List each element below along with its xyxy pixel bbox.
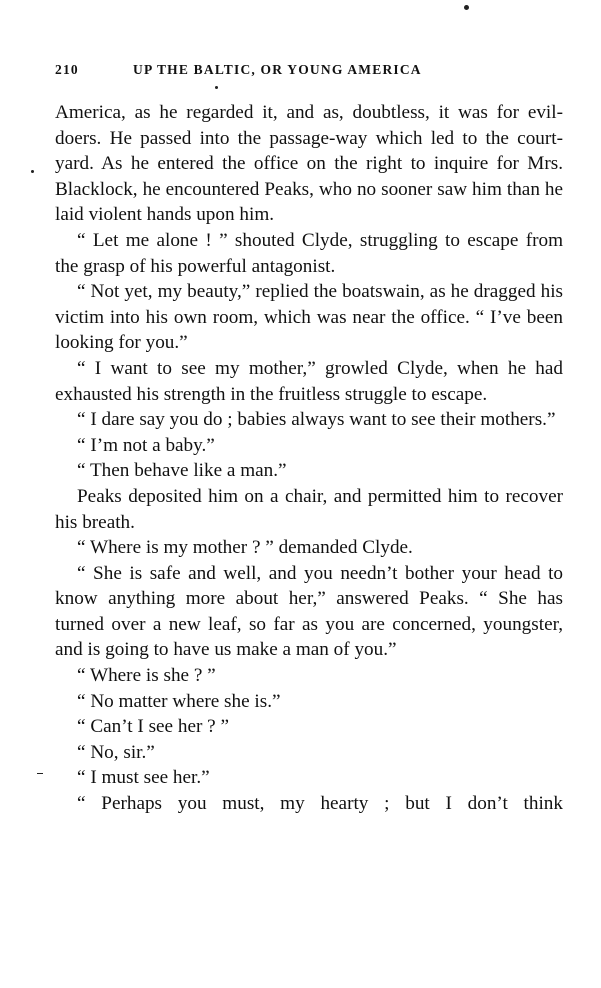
body-text — [55, 100, 563, 817]
paragraph: “ Where is she ? ” — [77, 665, 216, 687]
paragraph: “ I’m not a baby.” — [77, 434, 215, 456]
paragraph: “ She is safe and well, and you needn’t bother your head to know anything more about her,” answered Peaks. “ She has turned over a new leaf, so far as you are concerned, youngster, and is going to have us make a man of you.” — [55, 562, 563, 661]
ink-speck — [37, 773, 43, 774]
paragraph: “ Perhaps you must, my hearty ; but I don’t think — [77, 793, 563, 815]
running-title: UP THE BALTIC, OR YOUNG AMERICA — [133, 62, 422, 77]
paragraph: “ I must see her.” — [77, 767, 210, 789]
paragraph: “ Let me alone ! ” shouted Clyde, struggling to escape from the grasp of his powerful antagonist. — [55, 229, 563, 277]
paragraph: “ Can’t I see her ? ” — [77, 716, 230, 738]
paragraph: “ No matter where she is.” — [77, 690, 281, 712]
ink-speck — [31, 170, 34, 173]
paragraph: “ Then behave like a man.” — [77, 460, 287, 482]
ink-speck — [215, 86, 218, 89]
ink-speck — [464, 5, 469, 10]
paragraph: America, as he regarded it, and as, doubtless, it was for evil-doers. He passed into the passage-way which led to the court-yard. As he entered the office on the right to inquire for Mrs. Blacklock, he encountered Peaks, who no sooner saw him than he laid violent hands upon him. — [55, 102, 563, 226]
paragraph: “ I want to see my mother,” growled Clyde, when he had exhausted his strength in the fruitless struggle to escape. — [55, 357, 563, 405]
paragraph: “ Not yet, my beauty,” replied the boatswain, as he dragged his victim into his own room, which was near the office. “ I’ve been looking for you.” — [55, 281, 563, 354]
paragraph: “ No, sir.” — [77, 741, 155, 763]
paragraph: “ Where is my mother ? ” demanded Clyde. — [77, 537, 413, 559]
page-number: 210 — [55, 62, 79, 77]
paragraph: “ I dare say you do ; babies always want to see their mothers.” — [77, 409, 556, 431]
paragraph: Peaks deposited him on a chair, and permitted him to recover his breath. — [55, 485, 563, 533]
running-header — [55, 62, 565, 84]
